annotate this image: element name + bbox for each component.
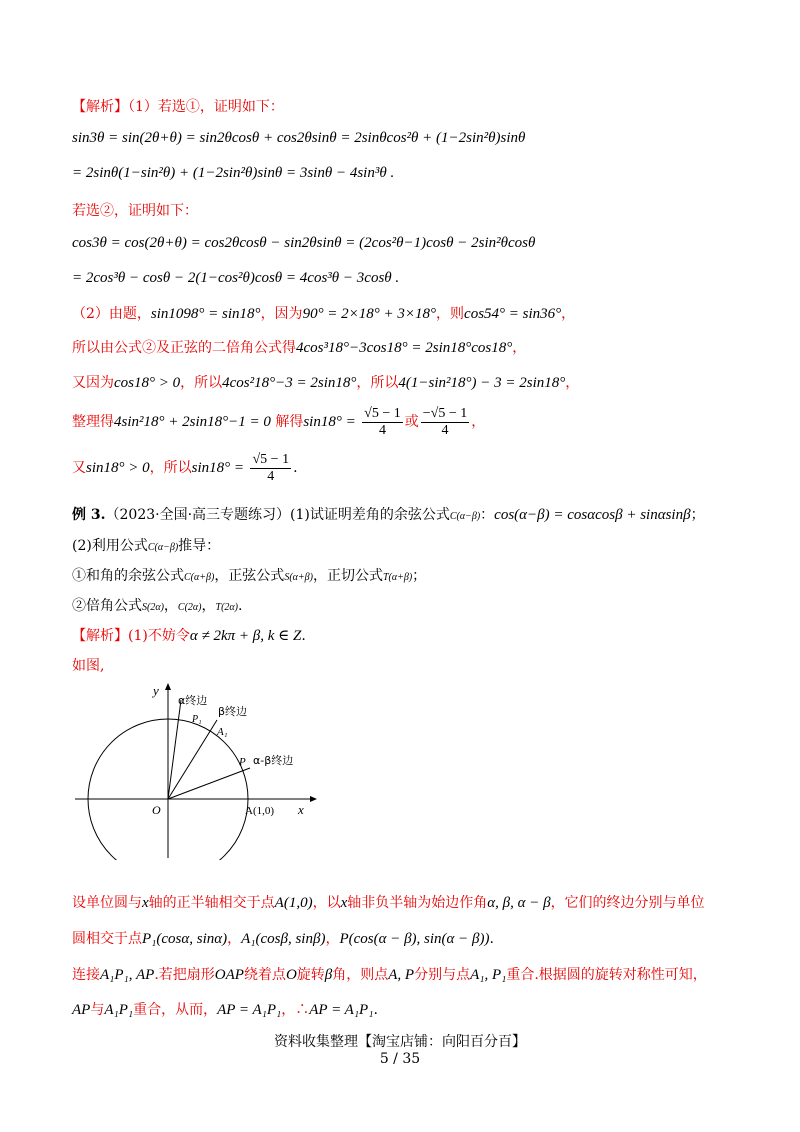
text: 圆相交于点: [72, 931, 142, 947]
proof-line-4: [72, 1000, 378, 1020]
text: .: [489, 931, 494, 947]
footer-source: 资料收集整理【淘宝店铺：向阳百分百】: [274, 1034, 526, 1050]
math: α, β, α − β: [487, 895, 551, 911]
math: A, P: [388, 967, 415, 983]
text: 【解析】: [72, 628, 128, 644]
text: ，正弦公式: [214, 568, 285, 584]
numerator: −√5 − 1: [422, 405, 468, 421]
text: 整理得: [72, 414, 114, 430]
math: 4cos²18°−3 = 2sin18°: [222, 375, 357, 391]
fraction: [362, 406, 403, 439]
proof-line-2: [72, 929, 494, 949]
alpha-minus-beta-terminal-side: [168, 768, 250, 799]
part2-line-3: [72, 373, 579, 393]
text: ，: [471, 414, 486, 430]
text: （2）由题，: [72, 306, 151, 322]
text: ，以: [312, 895, 341, 911]
part2-line-4: [72, 404, 485, 440]
fraction: [250, 452, 291, 485]
example-3-line-2: [72, 536, 220, 558]
text: ：: [480, 507, 495, 523]
math: C(α−β): [449, 511, 481, 522]
text: 设单位圆与: [72, 895, 142, 911]
math: A(1,0): [274, 895, 313, 911]
math: AP = A₁P₁: [217, 1002, 282, 1018]
part2-line-2: [72, 338, 526, 358]
math: cos(α−β) = cosαcosβ + sinαsinβ: [494, 507, 691, 523]
text: ，所以: [356, 375, 399, 391]
alpha-side-label: α终边: [178, 694, 208, 707]
math: α ≠ 2kπ + β, k ∈ Z: [189, 628, 302, 644]
proof-line-1: [72, 893, 705, 913]
example-3-line-4: [72, 596, 242, 618]
example-number: 例 3.: [72, 507, 106, 523]
text: 重合.根据圆的旋转对称性可知，: [506, 967, 707, 983]
text: ；: [412, 568, 427, 584]
solution-heading-1: 【解析】（1）若选①，证明如下：: [72, 99, 284, 115]
text: （2023·全国·高三专题练习）(1)试证明差角的余弦公式: [105, 507, 450, 523]
text: 与: [90, 1002, 105, 1018]
math: sin18° =: [303, 414, 356, 430]
proof-line-3: [72, 965, 707, 985]
solution-3-figure-ref: 如图,: [72, 658, 105, 674]
text: ①和角的余弦公式: [72, 568, 184, 584]
alpha-terminal-side: [168, 700, 181, 799]
text: .: [293, 460, 298, 476]
text: 角，则点: [332, 967, 389, 983]
math: A₁(cosβ, sinβ): [241, 931, 326, 947]
text: ，: [163, 598, 178, 614]
text: ，则: [436, 306, 465, 322]
point-a-label: A(1,0): [245, 805, 275, 817]
text: 分别与点: [414, 967, 471, 983]
origin-label: O: [152, 803, 161, 817]
text: 解得: [275, 414, 304, 430]
text: 所以由公式②及正弦的二倍角公式得: [72, 340, 296, 356]
text: ，因为: [260, 306, 303, 322]
math: AP = A₁P₁: [309, 1002, 374, 1018]
math: β: [324, 967, 333, 983]
point-p-label: P: [239, 756, 246, 768]
numerator: √5 − 1: [252, 451, 290, 467]
beta-terminal-side: [168, 720, 217, 799]
y-label: y: [153, 683, 159, 698]
text: (1)不妨令: [128, 628, 190, 644]
math: 4cos³18°−3cos18° = 2sin18°cos18°: [296, 340, 513, 356]
text: ，: [512, 340, 527, 356]
example-3-line-1: [72, 505, 705, 527]
text: .: [238, 598, 243, 614]
text: ，它们的终边分别与单位: [550, 895, 705, 911]
text: ，: [325, 931, 340, 947]
math: C(2α): [177, 602, 202, 613]
equation-cos3theta-2: = 2cos³θ − cosθ − 2(1−cos²θ)cosθ = 4cos³θ − 3cosθ .: [72, 270, 400, 286]
math: x: [340, 895, 348, 911]
text: 绕着点: [243, 967, 286, 983]
math: S(α+β): [284, 572, 313, 583]
text: ，: [227, 931, 242, 947]
math: sin18° =: [191, 460, 245, 476]
math: C(α+β): [184, 572, 215, 583]
math: 90° = 2×18° + 3×18°: [302, 306, 437, 322]
math: 4(1−sin²18°) − 3 = 2sin18°: [398, 375, 566, 391]
text: 旋转: [296, 967, 325, 983]
example-3-line-3: [72, 566, 426, 588]
math: OAP: [214, 967, 244, 983]
text: ，正切公式: [312, 568, 383, 584]
unit-circle-diagram: [70, 680, 320, 860]
denominator: 4: [441, 422, 449, 438]
text: ，所以: [149, 460, 192, 476]
math: P₁(cosα, sinα): [142, 931, 228, 947]
math: 4sin²18° + 2sin18°−1 = 0: [114, 414, 271, 430]
text: .: [373, 1002, 378, 1018]
equation-cos3theta-1: cos3θ = cos(2θ+θ) = cos2θcosθ − sin2θsinθ = (2cos²θ−1)cosθ − 2sin²θcosθ: [72, 235, 536, 251]
x-label: x: [298, 802, 304, 817]
beta-side-label: β终边: [218, 705, 248, 718]
denominator: 4: [378, 422, 386, 438]
alpha-minus-beta-side-label: α-β终边: [253, 754, 294, 767]
math: T(α+β): [382, 572, 413, 583]
text: ，: [201, 598, 216, 614]
equation-sin3theta-2: = 2sinθ(1−sin²θ) + (1−2sin²θ)sinθ = 3sinθ − 4sin³θ .: [72, 165, 395, 181]
text: 又: [72, 460, 86, 476]
text: 轴的正半轴相交于点: [148, 895, 275, 911]
denominator: 4: [267, 468, 275, 484]
text: 连接: [72, 967, 100, 983]
x-axis-arrow: [310, 796, 317, 802]
math: sin1098° = sin18°: [150, 306, 261, 322]
text: ②倍角公式: [72, 598, 142, 614]
text: (2)利用公式: [72, 538, 148, 554]
math: O: [285, 967, 297, 983]
math: sin18° > 0: [86, 460, 150, 476]
equation-sin3theta-1: sin3θ = sin(2θ+θ) = sin2θcosθ + cos2θsinθ = 2sinθcos²θ + (1−2sin²θ)sinθ: [72, 130, 526, 146]
math: AP: [72, 1002, 91, 1018]
part2-line-1: [72, 304, 575, 324]
y-axis-arrow: [165, 683, 171, 690]
text: .若把扇形: [154, 967, 215, 983]
math: x: [142, 895, 149, 911]
math: cos18° > 0: [114, 375, 181, 391]
point-a1-label: A₁: [217, 726, 228, 738]
point-p1-label: P₁: [192, 714, 202, 725]
solution-3-line-1: [72, 626, 306, 646]
option-2-heading: 若选②，证明如下：: [72, 203, 198, 219]
text: ；: [690, 507, 705, 523]
text: ，所以: [180, 375, 223, 391]
math: A₁P₁: [104, 1002, 134, 1018]
numerator: √5 − 1: [364, 405, 401, 421]
fraction: [421, 406, 469, 439]
math: S(2α): [142, 602, 164, 613]
math: A₁, P₁: [470, 967, 507, 983]
text: ，: [561, 306, 576, 322]
page-number: 5 / 35: [379, 1051, 421, 1067]
text: 又因为: [72, 375, 114, 391]
text: 推导：: [178, 538, 221, 554]
text: 轴非负半轴为始边作角: [347, 895, 488, 911]
math: C(α−β): [147, 542, 179, 553]
text: 或: [404, 414, 419, 430]
math: P(cos(α − β), sin(α − β)): [339, 931, 490, 947]
text: .: [301, 628, 306, 644]
text: ，: [565, 375, 580, 391]
math: A₁P₁, AP: [100, 967, 155, 983]
part2-line-5: [72, 450, 298, 486]
math: cos54° = sin36°: [464, 306, 562, 322]
text: ，∴: [281, 1002, 310, 1018]
text: 重合，从而，: [133, 1002, 218, 1018]
math: T(2α): [215, 602, 238, 613]
